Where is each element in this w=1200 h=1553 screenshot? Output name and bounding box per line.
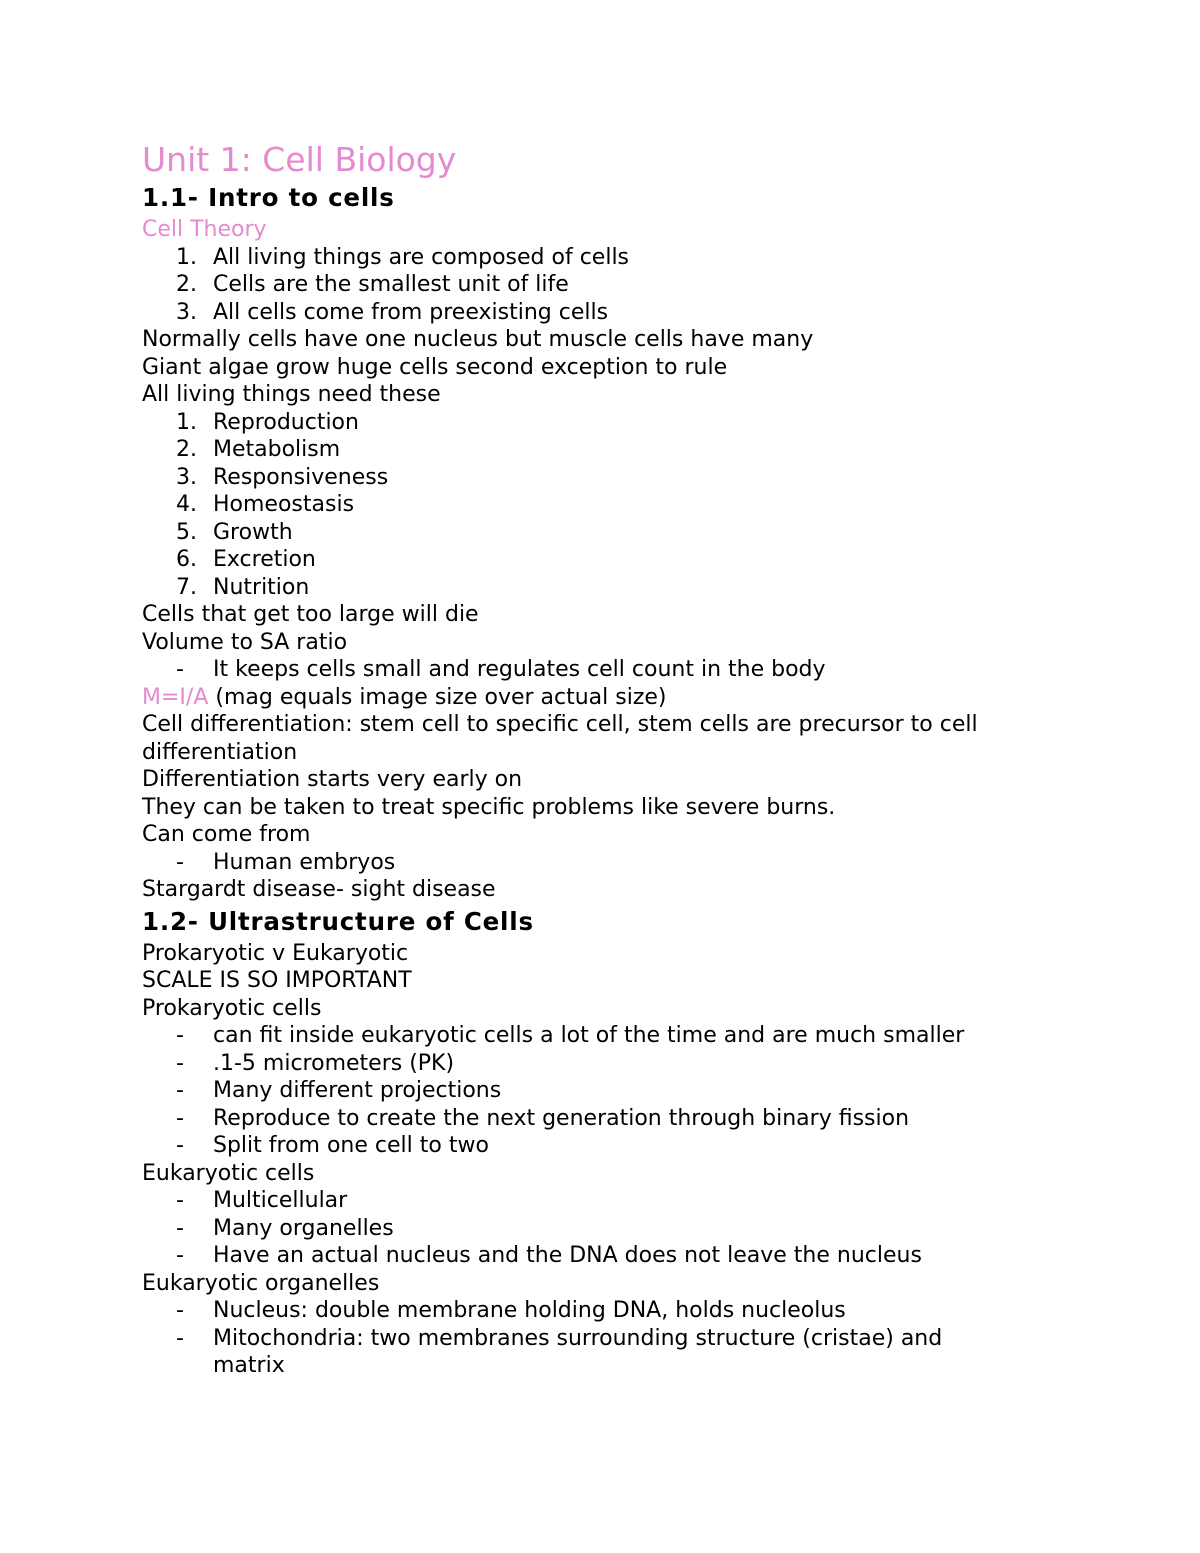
paragraph-line: Normally cells have one nucleus but muscle cells have many [142,327,814,352]
paragraph-line: Stargardt disease- sight disease [142,877,496,902]
list-item: 7. Nutrition [176,574,310,600]
paragraph-line: Differentiation starts very early on [142,767,523,792]
life-needs-list [142,409,1072,602]
list-item: 3. All cells come from preexisting cells [176,299,609,325]
paragraph-line: Cells that get too large will die [142,602,479,627]
prokaryotic-list [142,1022,1072,1160]
subheading-cell-theory: Cell Theory [142,217,267,242]
paragraph-line: Volume to SA ratio [142,629,348,655]
list-item: 2. Cells are the smallest unit of life [176,272,569,297]
paragraph-line: They can be taken to treat specific problems like severe burns. [142,794,836,820]
list-item: - Have an actual nucleus and the DNA does not leave the nucleus [176,1243,922,1268]
list-item: - can fit inside eukaryotic cells a lot of the time and are much smaller [176,1023,965,1048]
list-item: - Many organelles [176,1215,394,1241]
paragraph-line: All living things need these [142,382,441,407]
list-item: - .1-5 micrometers (PK) [176,1050,455,1076]
eukaryotic-list [142,1187,1072,1270]
formula: M=I/A [142,684,209,710]
list-item: - Nucleus: double membrane holding DNA, holds nucleolus [176,1298,846,1323]
cell-theory-list [142,244,1072,327]
paragraph-line: Can come from [142,822,311,847]
list-item: 3. Responsiveness [176,464,389,490]
list-item: - Many different projections [176,1078,502,1103]
list-item: - Split from one cell to two [176,1133,489,1158]
paragraph-line: Eukaryotic organelles [142,1270,380,1296]
formula-note: (mag equals image size over actual size) [208,684,667,710]
list-item: - Mitochondria: two membranes surrounding structure (cristae) and [176,1325,943,1351]
organelles-list [142,1297,1072,1380]
list-item: 6. Excretion [176,547,316,572]
list-item: - It keeps cells small and regulates cell count in the body [176,657,826,682]
list-item: 4. Homeostasis [176,492,355,517]
list-item: - Human embryos [176,849,396,875]
section-heading-1-1: 1.1- Intro to cells [142,183,395,212]
paragraph-line: Prokaryotic cells [142,995,322,1021]
paragraph-line: Prokaryotic v Eukaryotic [142,940,409,966]
list-item: - Multicellular [176,1188,348,1213]
paragraph-line: Eukaryotic cells [142,1160,315,1186]
document-page [142,140,1072,1380]
bullet-list [142,656,1072,684]
paragraph-line: SCALE IS SO IMPORTANT [142,968,412,993]
list-item: 5. Growth [176,519,293,545]
paragraph-line: Giant algae grow huge cells second exception to rule [142,354,728,380]
paragraph-line: differentiation [142,739,298,765]
formula-line [142,684,1072,712]
paragraph-line: Cell differentiation: stem cell to specific cell, stem cells are precursor to cell [142,712,978,737]
bullet-list [142,849,1072,877]
page-title: Unit 1: Cell Biology [142,140,457,179]
list-item: 1. Reproduction [176,409,359,435]
list-item-continuation: matrix [213,1353,285,1378]
section-heading-1-2: 1.2- Ultrastructure of Cells [142,906,534,936]
list-item: 1. All living things are composed of cells [176,244,630,270]
list-item: - Reproduce to create the next generation through binary fission [176,1105,910,1131]
list-item: 2. Metabolism [176,437,341,462]
